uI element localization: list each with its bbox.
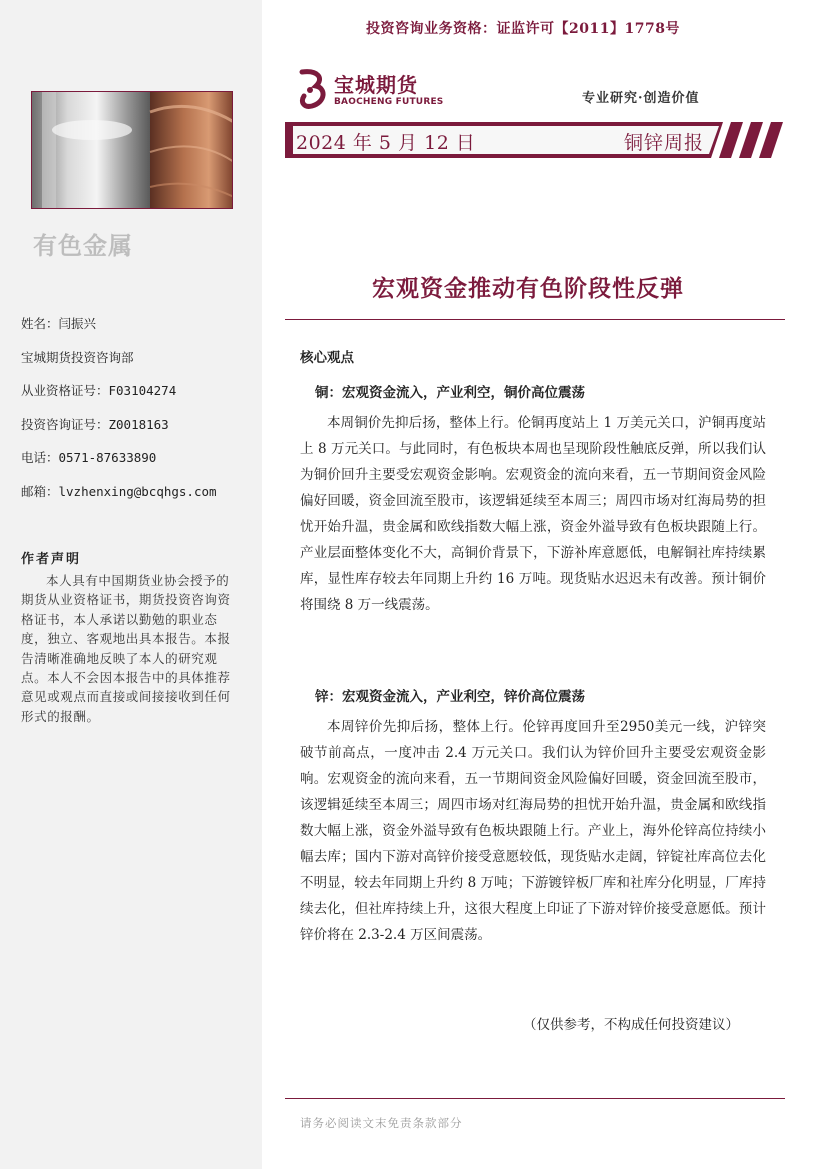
cover-photo: [31, 91, 233, 209]
analyst-name: 姓名：闫振兴: [21, 316, 97, 331]
report-type: 铜锌周报: [624, 132, 705, 154]
copper-rolls-image: [32, 92, 233, 209]
logo-english-name: BAOCHENG FUTURES: [334, 97, 444, 107]
author-statement-title: 作者声明: [21, 552, 82, 567]
title-divider: [285, 319, 785, 320]
copper-paragraph: 本周铜价先抑后扬，整体上行。伦铜再度站上 1 万美元关口，沪铜再度站上 8 万元关口。与此同时，有色板块本周也呈现阶段性触底反弹，所以我们认为铜价回升主要受宏观资金影响。宏观资金的流向来看，五一节期间资金风险偏好回暖，资金回流至股市，该逻辑延续至本周三；周四市场对红海局势的担忧开始升温，贵金属和欧线指数大幅上涨，资金外溢导致有色板块跟随上行。产业层面整体变化不大，高铜价背景下，下游补库意愿低，电解铜社库持续累库，显性库存较去年同期上升约 16 万吨。现货贴水迟迟未有改善。预计铜价将围绕 8 万一线震荡。: [300, 415, 766, 613]
company-slogan: 专业研究·创造价值: [582, 91, 700, 106]
analyst-email[interactable]: 邮箱：lvzhenxing@bcqhgs.com: [21, 483, 217, 499]
author-statement: 本人具有中国期货业协会授予的期货从业资格证书，期货投资咨询资格证书，本人承诺以勤勉的职业态度，独立、客观地出具本报告。本报告清晰准确地反映了本人的研究观点。本人不会因本报告中的具体推荐意见或观点而直接或间接接收到任何形式的报酬。: [21, 573, 231, 724]
logo-chinese-name: 宝城期货: [334, 73, 418, 97]
sector-label: 有色金属: [33, 232, 133, 260]
footer-note: 请务必阅读文末免责条款部分: [300, 1116, 463, 1130]
company-logo: [296, 68, 444, 112]
analyst-info: [21, 316, 251, 518]
footer-divider: [285, 1098, 785, 1099]
zinc-paragraph: 本周锌价先抑后扬，整体上行。伦锌再度回升至2950美元一线，沪锌突破节前高点，一度冲击 2.4 万元关口。我们认为锌价回升主要受宏观资金影响。宏观资金的流向来看，五一节期间资金风险偏好回暖，资金回流至股市，该逻辑延续至本周三；周四市场对红海局势的担忧开始升温，贵金属和欧线指数大幅上涨，资金外溢导致有色板块跟随上行。产业上，海外伦锌高位持续小幅去库；国内下游对高锌价接受意愿较低，现货贴水走阔，锌锭社库高位去化不明显，较去年同期上升约 8 万吨；下游镀锌板厂库和社库分化明显，厂库持续去化，但社库持续上升，这很大程度上印证了下游对锌价接受意愿低。预计锌价将在 2.3-2.4 万区间震荡。: [300, 719, 766, 943]
practice-license: 从业资格证号：F03104274: [21, 383, 177, 399]
copper-heading: 铜：宏观资金流入，产业利空，铜价高位震荡: [315, 385, 585, 401]
analyst-phone: 电话：0571-87633890: [21, 450, 157, 466]
logo-mark-icon: [296, 68, 330, 112]
zinc-heading: 锌：宏观资金流入，产业利空，锌价高位震荡: [315, 689, 585, 705]
report-date: 2024 年 5 月 12 日: [296, 132, 476, 154]
license-line: 投资咨询业务资格：证监许可【2011】1778号: [366, 21, 680, 37]
core-view-heading: 核心观点: [300, 350, 354, 366]
consulting-license: 投资咨询证号：Z0018163: [21, 416, 169, 432]
report-title: 宏观资金推动有色阶段性反弹: [372, 276, 684, 302]
sidebar: [0, 0, 262, 1169]
advice-disclaimer: （仅供参考，不构成任何投资建议）: [523, 1017, 739, 1033]
analyst-department: 宝城期货投资咨询部: [21, 349, 134, 365]
